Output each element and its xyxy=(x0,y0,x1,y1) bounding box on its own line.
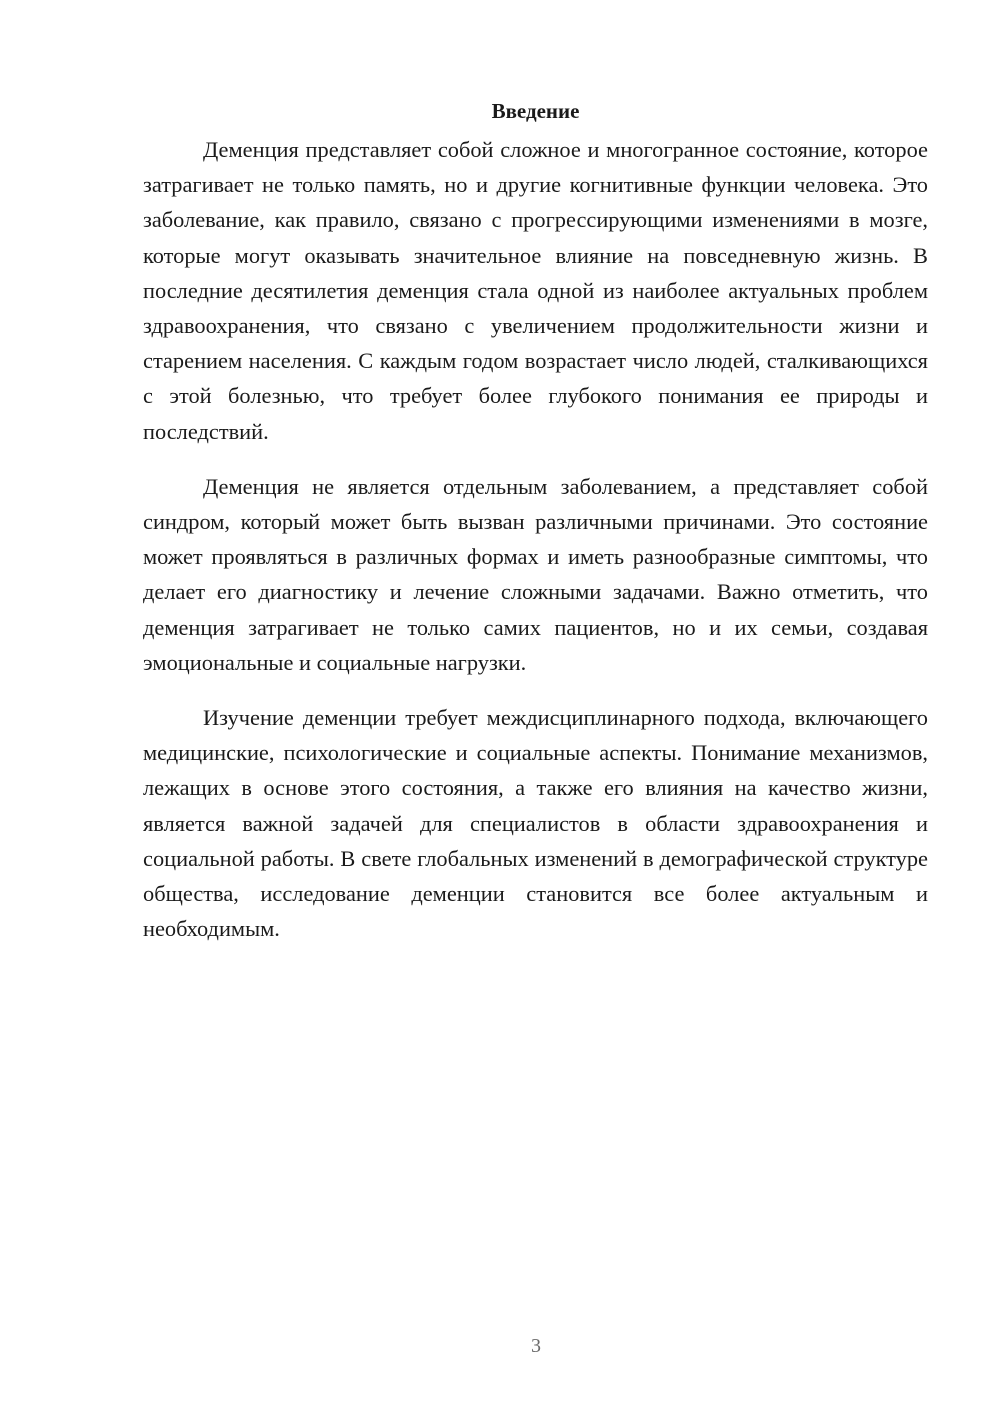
paragraph-2: Деменция не является отдельным заболеванием, а представляет собой синдром, который может быть вызван различными причинами. Это состояние может проявляться в различных формах и иметь разнообразные симптомы, что делает его диагностику и лечение сложными задачами. Важно отметить, что деменция затрагивает не только самих пациентов, но и их семьи, создавая эмоциональные и социальные нагрузки. xyxy=(143,473,928,675)
page-number: 3 xyxy=(531,1335,541,1357)
paragraph-3: Изучение деменции требует междисциплинарного подхода, включающего медицинские, психологические и социальные аспекты. Понимание механизмов, лежащих в основе этого состояния, а также его влияния на качество жизни, является важной задачей для специалистов в области здравоохранения и социальной работы. В свете глобальных изменений в демографической структуре общества, исследование деменции становится все более актуальным и необходимым. xyxy=(143,705,928,942)
page-content xyxy=(143,96,928,966)
section-title: Введение xyxy=(491,99,580,123)
paragraph-1: Деменция представляет собой сложное и многогранное состояние, которое затрагивает не только память, но и другие когнитивные функции человека. Это заболевание, как правило, связано с прогрессирующими изменениями в мозге, которые могут оказывать значительное влияние на повседневную жизнь. В последние десятилетия деменция стала одной из наиболее актуальных проблем здравоохранения, что связано с увеличением продолжительности жизни и старением населения. С каждым годом возрастает число людей, сталкивающихся с этой болезнью, что требует более глубокого понимания ее природы и последствий. xyxy=(143,137,928,444)
